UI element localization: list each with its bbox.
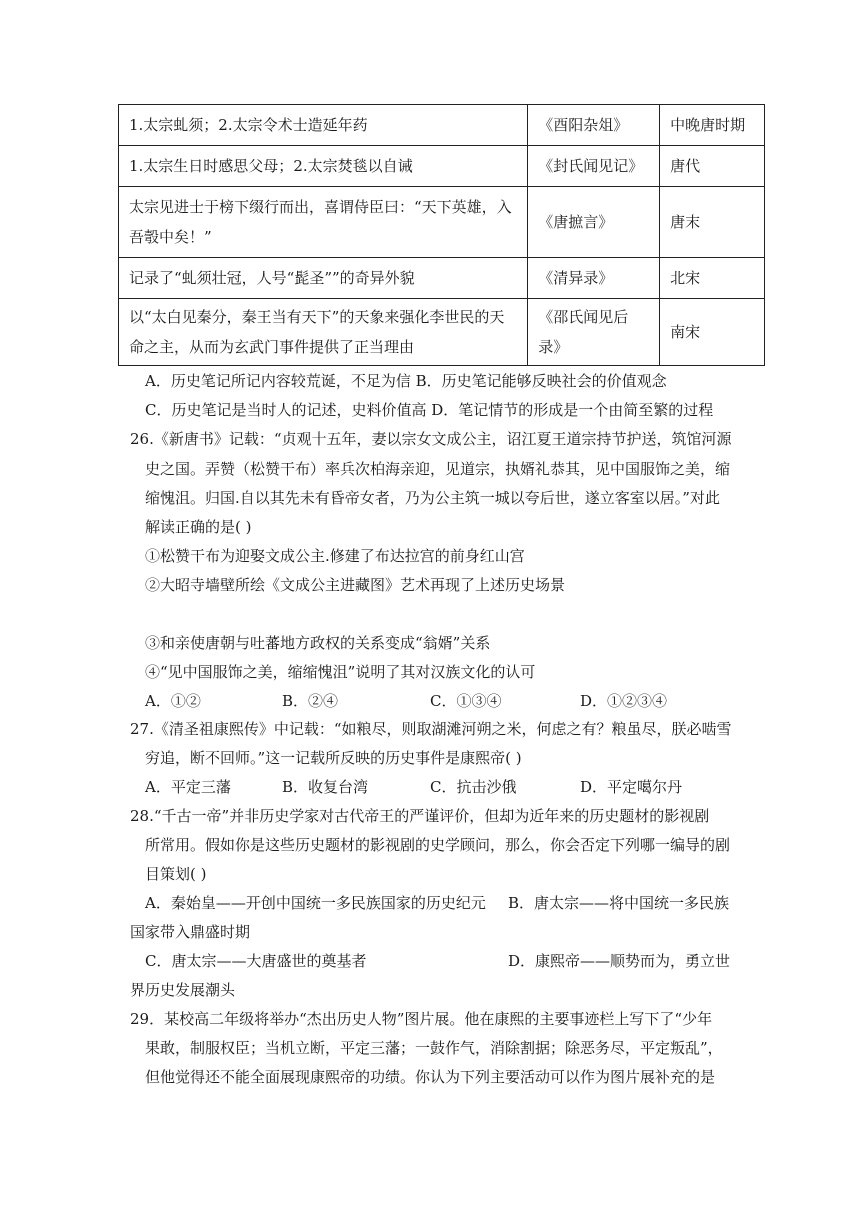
table-cell-content: 记录了“虬须壮冠，人号“髭圣””的奇异外貌 [119,258,528,299]
table-cell-content: 以“太白见秦分，秦王当有天下”的天象来强化李世民的天命之主，从而为玄武门事件提供了正当理由 [119,299,528,366]
table-cell-source: 《酉阳杂俎》 [528,105,660,146]
q27-stem-line: 27.《清圣祖康熙传》中记载：“如粮尽，则取湖滩河朔之米，何虑之有？粮虽尽，朕必啮雪 [130,720,732,738]
table-row [119,299,765,366]
q29-stem-line: 但他觉得还不能全面展现康熙帝的功绩。你认为下列主要活动可以作为图片展补充的是 [145,1068,716,1086]
q28-stem-line: 28.“千古一帝”并非历史学家对古代帝王的严谨评价，但却为近年来的历史题材的影视剧 [130,807,710,825]
q26-stem-line: 史之国。弄赞（松赞干布）率兵次柏海亲迎，见道宗，执婿礼恭其，见中国服饰之美，缩 [145,460,731,478]
q29-stem-line: 29．某校高二年级将举办“杰出历史人物”图片展。他在康熙的主要事迹栏上写下了“少年 [130,1010,713,1028]
table-cell-era: 北宋 [660,258,765,299]
q28-option-a: A．秦始皇——开创中国统一多民族国家的历史纪元 [145,894,486,912]
q26-option-a: A．①② [145,692,201,710]
q26-stem-line: 解读正确的是( ) [145,518,252,536]
q29-stem-line: 果敢，制服权臣；当机立断，平定三藩；一鼓作气，消除割据；除恶务尽，平定叛乱”， [145,1039,723,1057]
q25-options-cd: C．历史笔记是当时人的记述，史料价值高 D．笔记情节的形成是一个由简至繁的过程 [145,401,714,419]
q25-options-ab: A．历史笔记所记内容较荒诞，不足为信 B．历史笔记能够反映社会的价值观念 [145,372,667,390]
table-cell-source: 《唐摭言》 [528,187,660,258]
table-cell-era: 唐末 [660,187,765,258]
q26-statement-3: ③和亲使唐朝与吐蕃地方政权的关系变成“翁婿”关系 [145,634,491,652]
q28-stem-line: 所常用。假如你是这些历史题材的影视剧的史学顾问，那么，你会否定下列哪一编导的剧 [145,836,731,854]
q26-statement-1: ①松赞干布为迎娶文成公主.修建了布达拉宫的前身红山宫 [145,547,525,565]
q28-option-d-cont: 界历史发展潮头 [130,981,236,999]
table-row [119,258,765,299]
table-cell-source: 《清异录》 [528,258,660,299]
table-cell-era: 中晚唐时期 [660,105,765,146]
q27-option-a: A．平定三藩 [145,778,231,796]
table-cell-source: 《邵氏闻见后录》 [528,299,660,366]
q27-option-d: D．平定噶尔丹 [580,778,683,796]
q26-statement-2: ②大昭寺墙壁所绘《文成公主进藏图》艺术再现了上述历史场景 [145,576,566,594]
table-row [119,187,765,258]
table-cell-era: 南宋 [660,299,765,366]
q27-option-b: B．收复台湾 [282,778,369,796]
q26-stem-line: 缩愧沮。归国.自以其先未有昏帝女者，乃为公主筑一城以夸后世，遂立客室以居。”对此 [145,489,720,507]
source-table [118,104,765,366]
q26-option-c: C．①③④ [430,692,502,710]
table-cell-content: 1.太宗虬须；2.太宗令术士造延年药 [119,105,528,146]
q28-option-b: B．唐太宗——将中国统一多民族 [508,894,730,912]
table-cell-content: 1.太宗生日时感思父母；2.太宗焚毯以自诫 [119,146,528,187]
table-cell-source: 《封氏闻见记》 [528,146,660,187]
q28-stem-line: 目策划( ) [145,865,207,883]
q27-option-c: C．抗击沙俄 [430,778,517,796]
table-row [119,105,765,146]
table-cell-content: 太宗见进士于榜下缀行而出，喜谓侍臣曰：“天下英雄，入吾彀中矣！” [119,187,528,258]
q26-statement-4: ④“见中国服饰之美，缩缩愧沮”说明了其对汉族文化的认可 [145,663,536,681]
table-row [119,146,765,187]
q28-option-b-cont: 国家带入鼎盛时期 [130,923,251,941]
q28-option-d: D．康熙帝——顺势而为，勇立世 [508,952,731,970]
q26-option-b: B．②④ [282,692,339,710]
q26-option-d: D．①②③④ [580,692,668,710]
table-cell-era: 唐代 [660,146,765,187]
q28-option-c: C．唐太宗——大唐盛世的奠基者 [145,952,367,970]
q27-stem-line: 穷追，断不回师。”这一记载所反映的历史事件是康熙帝( ) [145,749,522,767]
q26-stem-line: 26.《新唐书》记载：“贞观十五年，妻以宗女文成公主，诏江夏王道宗持节护送，筑馆河源 [130,430,732,448]
